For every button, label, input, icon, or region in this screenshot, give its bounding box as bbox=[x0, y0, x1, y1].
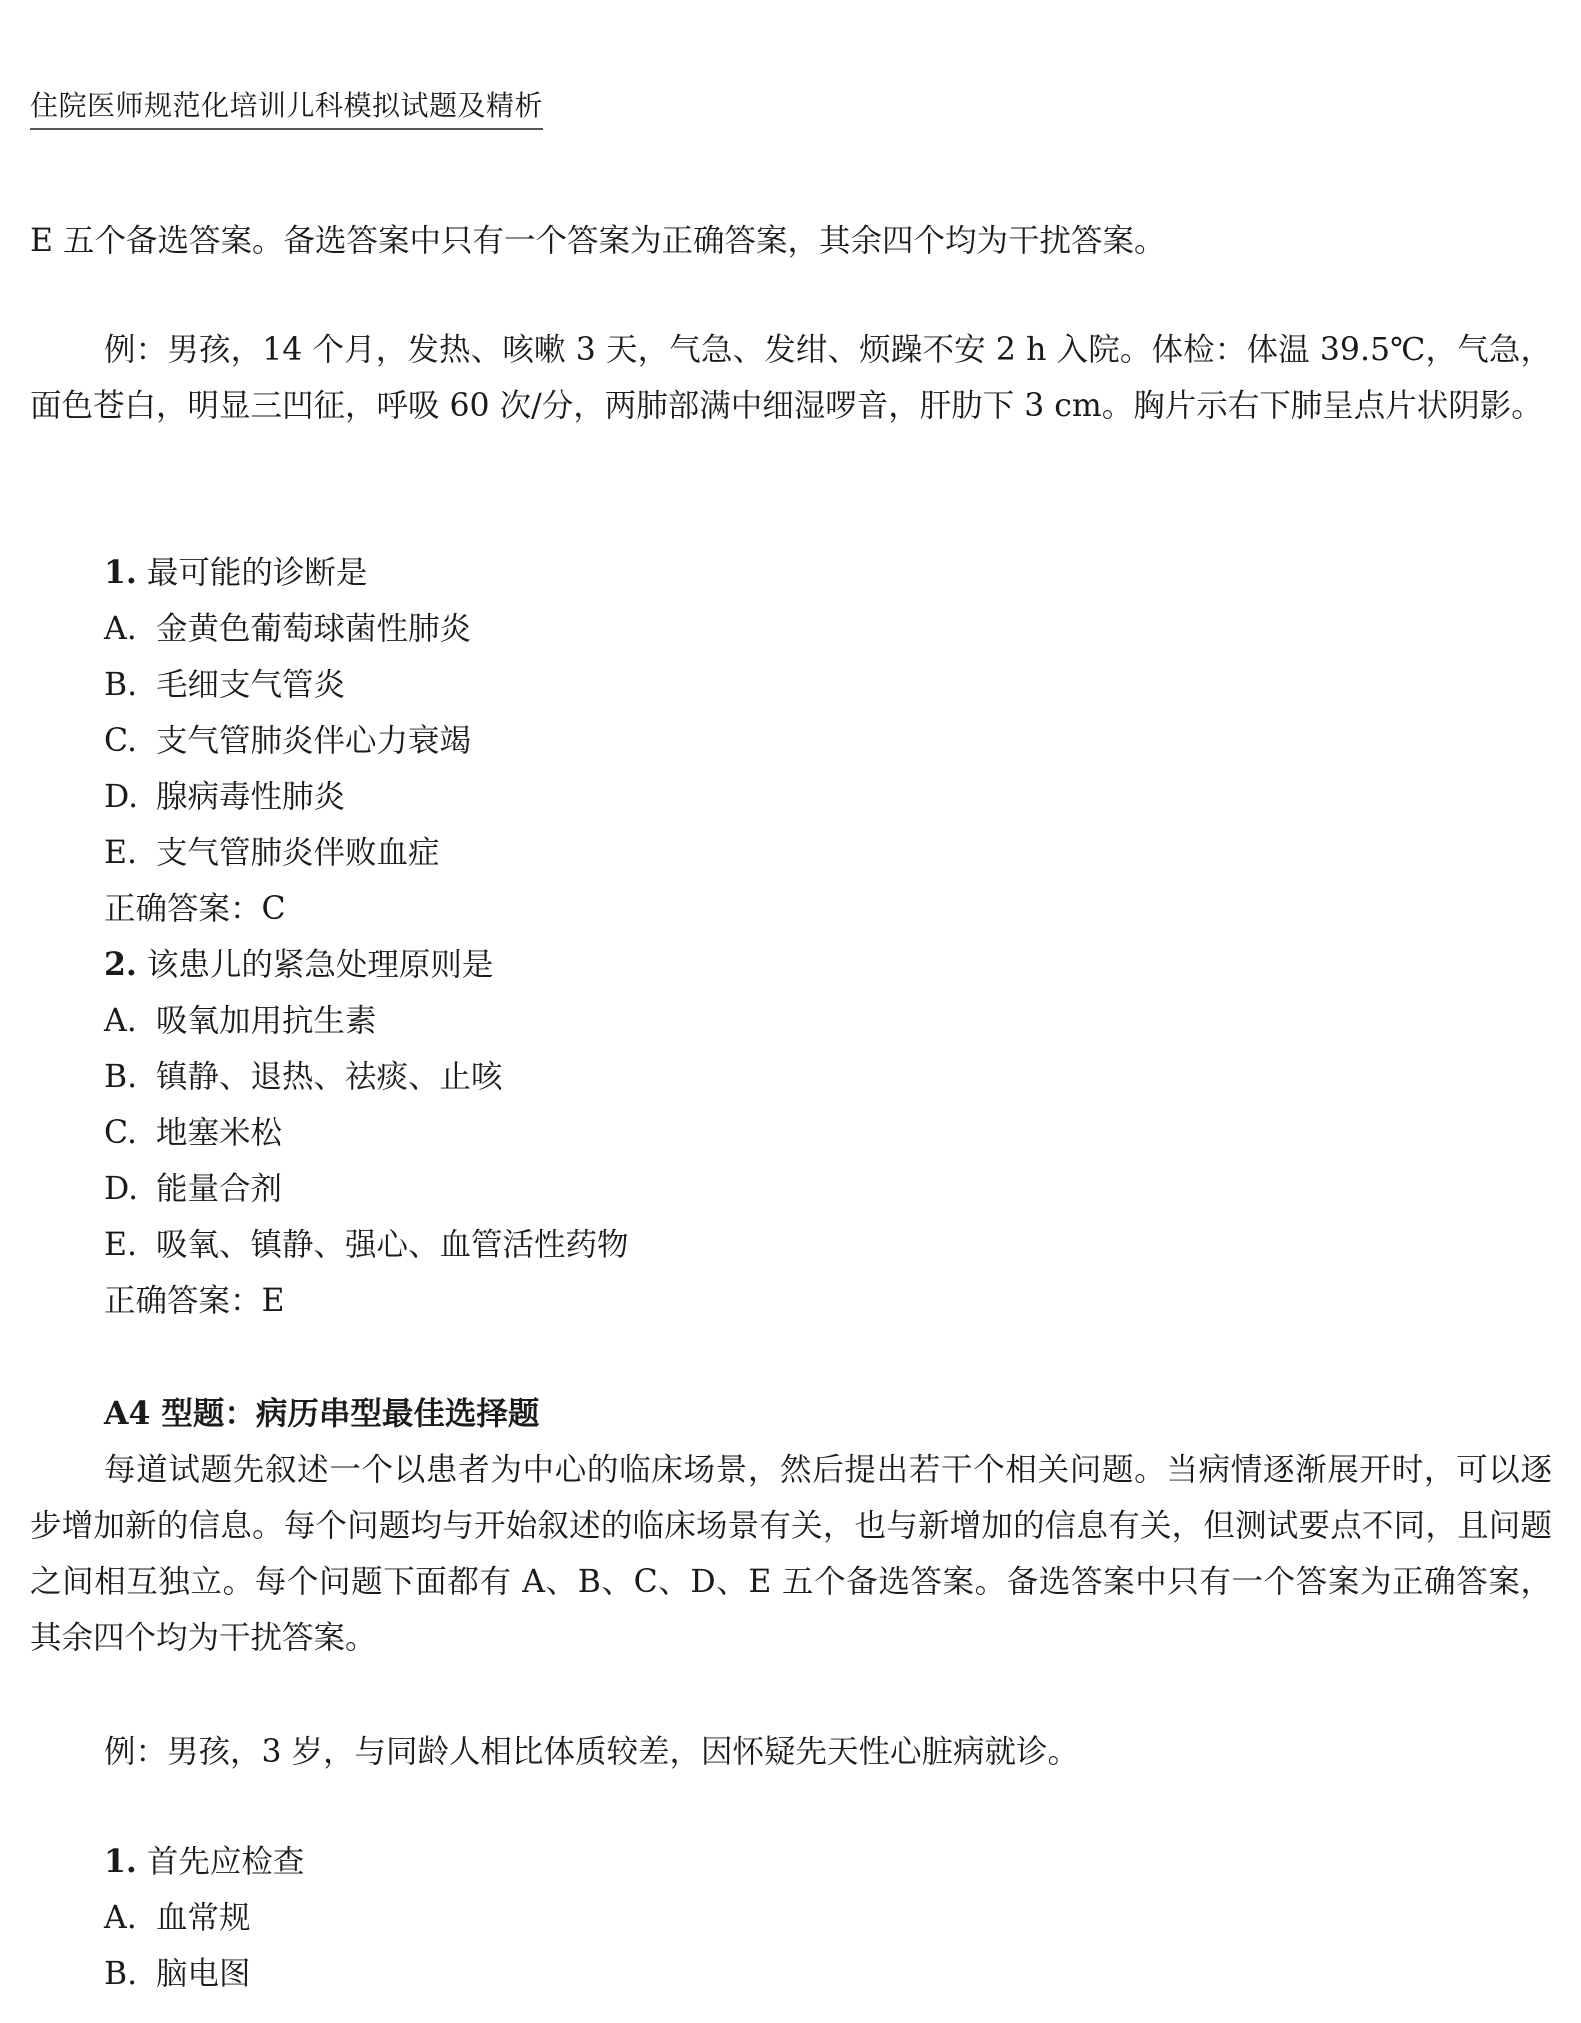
question-number: 1. bbox=[104, 554, 137, 591]
question-number: 1. bbox=[104, 1843, 137, 1880]
option-text: 脑电图 bbox=[156, 1956, 251, 1992]
a4-section-description: 每道试题先叙述一个以患者为中心的临床场景，然后提出若干个相关问题。当病情逐渐展开时，可以逐步增加新的信息。每个问题均与开始叙述的临床场景有关，也与新增加的信息有关，但测试要点不同，且问题之间相互独立。每个问题下面都有 A、B、C、D、E 五个备选答案。备选答案中只有一个答案为正确答案，其余四个均为干扰答案。 bbox=[30, 1452, 1552, 1656]
running-header: 住院医师规范化培训儿科模拟试题及精析 bbox=[30, 86, 543, 130]
option-letter: E. bbox=[104, 835, 138, 871]
question-stem bbox=[104, 545, 1552, 601]
option-d bbox=[104, 769, 1552, 825]
a4-section-title: A4 型题：病历串型最佳选择题 bbox=[104, 1395, 540, 1432]
option-text: 腺病毒性肺炎 bbox=[156, 779, 346, 815]
a4-example-case: 例：男孩，3 岁，与同龄人相比体质较差，因怀疑先天性心脏病就诊。 bbox=[104, 1734, 1080, 1770]
option-d bbox=[104, 1161, 1552, 1217]
option-letter: A. bbox=[104, 611, 137, 647]
option-text: 血常规 bbox=[156, 1900, 251, 1936]
continued-paragraph: E 五个备选答案。备选答案中只有一个答案为正确答案，其余四个均为干扰答案。 bbox=[30, 223, 1166, 259]
option-a bbox=[104, 601, 1552, 657]
option-letter: E. bbox=[104, 1227, 138, 1263]
question-text: 该患儿的紧急处理原则是 bbox=[146, 947, 494, 983]
option-text: 镇静、退热、祛痰、止咳 bbox=[156, 1059, 503, 1095]
option-a bbox=[104, 993, 1552, 1049]
a3-example-case: 例：男孩，14 个月，发热、咳嗽 3 天，气急、发绀、烦躁不安 2 h 入院。体检：体温 39.5℃，气急，面色苍白，明显三凹征，呼吸 60 次/分，两肺部满中细湿啰音，肝肋下 3 cm。胸片示右下肺呈点片状阴影。 bbox=[30, 332, 1552, 424]
option-letter: A. bbox=[104, 1900, 137, 1936]
correct-answer: 正确答案：C bbox=[104, 891, 286, 927]
question-number: 2. bbox=[104, 946, 137, 983]
option-c bbox=[104, 713, 1552, 769]
option-letter: C. bbox=[104, 723, 137, 759]
option-letter: B. bbox=[104, 667, 138, 703]
option-text: 吸氧加用抗生素 bbox=[156, 1003, 377, 1039]
option-text: 金黄色葡萄球菌性肺炎 bbox=[156, 611, 472, 647]
question-stem bbox=[104, 937, 1552, 993]
option-e bbox=[104, 825, 1552, 881]
option-b bbox=[104, 1946, 1552, 2002]
option-letter: A. bbox=[104, 1003, 137, 1039]
option-text: 支气管肺炎伴心力衰竭 bbox=[156, 723, 472, 759]
option-letter: C. bbox=[104, 1115, 137, 1151]
option-e bbox=[104, 1217, 1552, 1273]
option-b bbox=[104, 657, 1552, 713]
a4-question-1 bbox=[30, 1834, 1552, 2002]
option-text: 能量合剂 bbox=[156, 1171, 283, 1207]
question-text: 首先应检查 bbox=[146, 1844, 305, 1880]
option-c bbox=[104, 1105, 1552, 1161]
a3-question-1 bbox=[30, 545, 1552, 1329]
option-text: 毛细支气管炎 bbox=[156, 667, 346, 703]
option-text: 支气管肺炎伴败血症 bbox=[156, 835, 440, 871]
option-letter: D. bbox=[104, 1171, 139, 1207]
question-text: 最可能的诊断是 bbox=[146, 555, 368, 591]
option-letter: B. bbox=[104, 1059, 138, 1095]
option-text: 地塞米松 bbox=[156, 1115, 283, 1151]
option-text: 吸氧、镇静、强心、血管活性药物 bbox=[156, 1227, 629, 1263]
option-letter: B. bbox=[104, 1956, 138, 1992]
option-a bbox=[104, 1890, 1552, 1946]
question-stem bbox=[104, 1834, 1552, 1890]
option-b bbox=[104, 1049, 1552, 1105]
correct-answer: 正确答案：E bbox=[104, 1283, 285, 1319]
option-letter: D. bbox=[104, 779, 139, 815]
